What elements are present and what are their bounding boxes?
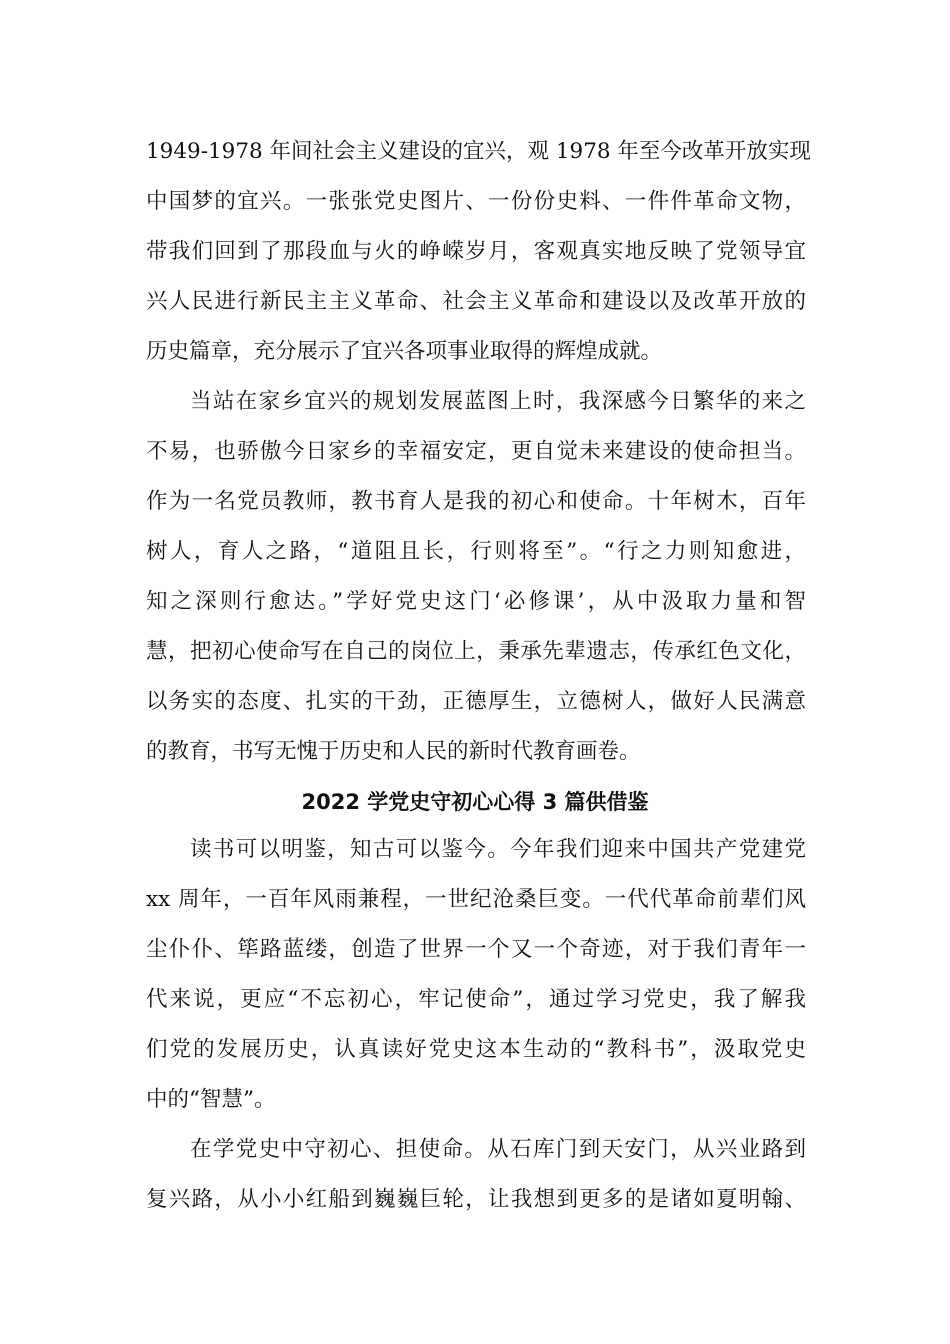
paragraph-line: 1949-1978 年间社会主义建设的宜兴，观 1978 年至今改革开放实现	[146, 139, 811, 164]
paragraph-line: 代来说，更应“不忘初心，牢记使命”，通过学习党史，我了解我	[146, 987, 806, 1012]
paragraph-line: 以务实的态度、扎实的干劲，正德厚生，立德树人，做好人民满意	[146, 689, 806, 714]
paragraph-line: 不易，也骄傲今日家乡的幸福安定，更自觉未来建设的使命担当。	[146, 439, 806, 464]
paragraph-line: 慧，把初心使命写在自己的岗位上，秉承先辈遗志，传承红色文化，	[146, 639, 806, 664]
paragraph-line: 在学党史中守初心、担使命。从石库门到天安门，从兴业路到	[190, 1137, 806, 1162]
paragraph-line: 中的“智慧”。	[146, 1087, 276, 1112]
paragraph-line: 中国梦的宜兴。一张张党史图片、一份份史料、一件件革命文物，	[146, 189, 806, 214]
paragraph-line: 当站在家乡宜兴的规划发展蓝图上时，我深感今日繁华的来之	[190, 389, 806, 414]
paragraph-line: 尘仆仆、筚路蓝缕，创造了世界一个又一个奇迹，对于我们青年一	[146, 937, 806, 962]
paragraph-line: 历史篇章，充分展示了宜兴各项事业取得的辉煌成就。	[146, 339, 663, 364]
paragraph-line: 知之深则行愈达。”学好党史这门‘必修课’，从中汲取力量和智	[146, 589, 806, 614]
section-heading: 2022 学党史守初心心得 3 篇供借鉴	[301, 790, 649, 814]
paragraph-line: 们党的发展历史，认真读好党史这本生动的“教科书”，汲取党史	[146, 1037, 806, 1062]
paragraph-line: 的教育，书写无愧于历史和人民的新时代教育画卷。	[146, 739, 641, 764]
paragraph-line: 树人，育人之路，“道阻且长，行则将至”。“行之力则知愈进，	[146, 539, 806, 564]
paragraph-line: 复兴路，从小小红船到巍巍巨轮，让我想到更多的是诸如夏明翰、	[146, 1187, 806, 1212]
paragraph-line: 兴人民进行新民主主义革命、社会主义革命和建设以及改革开放的	[146, 289, 806, 314]
paragraph-line: 读书可以明鉴，知古可以鉴今。今年我们迎来中国共产党建党	[190, 837, 806, 862]
paragraph-line: 带我们回到了那段血与火的峥嵘岁月，客观真实地反映了党领导宜	[146, 239, 806, 264]
paragraph-line: xx 周年，一百年风雨兼程，一世纪沧桑巨变。一代代革命前辈们风	[146, 887, 806, 912]
paragraph-line: 作为一名党员教师，教书育人是我的初心和使命。十年树木，百年	[146, 489, 806, 514]
